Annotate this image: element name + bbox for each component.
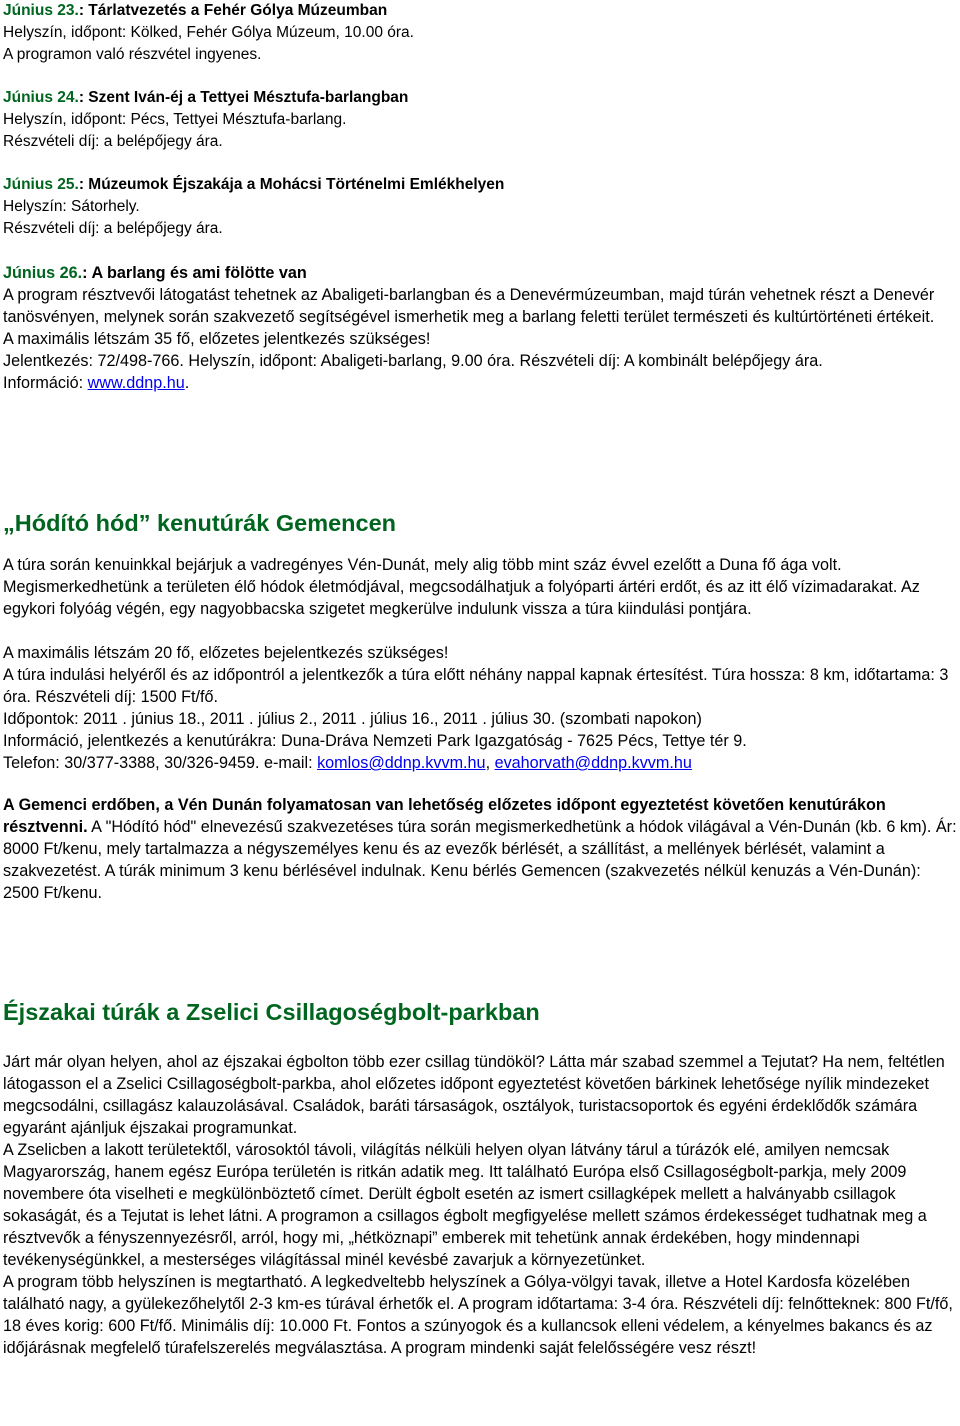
paragraph: A Zselicben a lakott területektől, városoktól távoli, világítás nélküli helyen olyan látvány tárul a túrázók elé, amilyen nemcsak Magyarország, hanem egész Európa területén is ritkán adatik meg. Itt található Európa első Csillagoségbolt-parkja, mely 2009 novembere óta viselheti e megkülönböztető címet. Derült égbolt esetén az ismert csillagképek mellett a halványabb csillagok sokaságát, és a Tejutat is lehet látni. A programon a csillagos égbolt megfigyelése mellett számos érdekességet tudhatnak meg a résztvevők a fényszennyezésről, arról, hogy mi, „hétköznapi” emberek mit tehetünk annak érdekében, hogy mindennapi tevékenységünkkel, a mesterséges világítással minél kevésbé zavarjuk a környezetünket. (3, 1141, 927, 1269)
event-date: Június 23. (3, 2, 79, 19)
event-date: Június 24. (3, 89, 79, 106)
paragraph: Járt már olyan helyen, ahol az éjszakai égbolton több ezer csillag tündököl? Látta már szabad szemmel a Tejutat? Ha nem, feltétlen látogasson el a Zselici Csillagoségbolt-parkba, ahol előzetes időpont egyeztetést követően bárkinek lehetősége nyílik mindezeket megcsodálni, csillagász kalauzolásával. Családok, baráti társaságok, osztályok, turistacsoportok és egyéni érdeklődők számára egyaránt ajánljuk éjszakai programunkat. (3, 1053, 945, 1137)
phone-label: Telefon: 30/377-3388, 30/326-9459. e-mail: (3, 754, 318, 772)
spacer (3, 774, 957, 794)
event-jun26 (3, 262, 957, 394)
event-heading (3, 262, 957, 284)
paragraph-rest: A "Hódító hód" elnevezésű szakvezetéses túra során megismerkedhetünk a hódok világával a Vén-Dunán (kb. 6 km). Ár: 8000 Ft/kenu, mely tartalmazza a négyszemélyes kenu és az evezők bérlését, a szállítást, a mellények bérlését, valamint a szakvezetést. A túrák minimum 3 kenu bérlésével indulnak. Kenu bérlés Gemencen (szakvezetés nélkül kenuzás a Vén-Dunán): 2500 Ft/kenu. (3, 818, 957, 902)
event-line: Jelentkezés: 72/498-766. Helyszín, időpont: Abaligeti-barlang, 9.00 óra. Részvételi díj: A kombinált belépőjegy ára. (3, 352, 823, 370)
event-date: Június 25. (3, 176, 79, 193)
event-jun25 (3, 174, 957, 240)
event-line: Részvételi díj: a belépőjegy ára. (3, 220, 223, 237)
event-title: : Múzeumok Éjszakája a Mohácsi Történelmi Emlékhelyen (78, 176, 505, 193)
section-hod-body (3, 554, 957, 904)
email-sep: , (485, 754, 495, 772)
contact-line (3, 752, 957, 774)
event-line: Helyszín, időpont: Kölked, Fehér Gólya Múzeum, 10.00 óra. (3, 24, 414, 41)
section-hod-heading (3, 508, 957, 538)
event-heading (3, 87, 957, 109)
paragraph: Információ, jelentkezés a kenutúrákra: Duna-Dráva Nemzeti Park Igazgatóság - 7625 Pécs, Tettye tér 9. (3, 732, 747, 750)
paragraph: A maximális létszám 20 fő, előzetes bejelentkezés szükséges! (3, 644, 449, 662)
event-line: Helyszín: Sátorhely. (3, 198, 140, 215)
section-zselic-body (3, 1051, 957, 1359)
paragraph: A program több helyszínen is megtartható. A legkedveltebb helyszínek a Gólya-völgyi tavak, illetve a Hotel Kardosfa közelében található nagy, a gyülekezőhelytől 2-3 km-es túrával érhetők el. A program időtartama: 3-4 óra. Részvételi díj: felnőtteknek: 800 Ft/fő, 18 éves korig: 600 Ft/fő. Minimális díj: 10.000 Ft. Fontos a szúnyogok és a kullancsok elleni védelem, a kényelmes bakancs és az időjárásnak megfelelő túrafelszerelés megválasztása. A program mindenki saját felelősségére vesz részt! (3, 1273, 953, 1357)
event-jun23 (3, 0, 957, 66)
info-link[interactable]: www.ddnp.hu (87, 374, 185, 392)
email-link[interactable]: komlos@ddnp.kvvm.hu (317, 754, 486, 772)
section-zselic-heading (3, 997, 957, 1027)
paragraph: A túra során kenuinkkal bejárjuk a vadregényes Vén-Dunát, mely alig több mint száz évvel ezelőtt a Duna fő ága volt. Megismerkedhetünk a területen élő hódok életmódjával, megcsodálhatjuk a folyóparti ártéri erdőt, és az itt élő vízimadarakat. Az egykori folyóág végén, egy nagyobbacska szigetet megkerülve indulunk vissza a túra kiindulási pontjára. (3, 556, 920, 618)
paragraph: Időpontok: 2011 . június 18., 2011 . július 2., 2011 . július 16., 2011 . július 30. (szombati napokon) (3, 710, 702, 728)
event-info (3, 372, 957, 394)
spacer (3, 620, 957, 642)
event-line: Helyszín, időpont: Pécs, Tettyei Mésztufa-barlang. (3, 111, 347, 128)
event-title: : Tárlatvezetés a Fehér Gólya Múzeumban (78, 2, 388, 19)
paragraph (3, 794, 957, 904)
event-heading (3, 174, 957, 196)
bold-lead: A Gemenci erdőben, a Vén Dunán folyamatosan van lehetőség előzetes időpont egyeztetést követően kenutúrákon résztvenni. (3, 796, 886, 836)
event-title: : Szent Iván-éj a Tettyei Mésztufa-barlangban (78, 89, 409, 106)
info-label: Információ: (3, 374, 88, 392)
heading-text: Hódító hód” kenutúrák Gemencen (14, 510, 397, 536)
paragraph: A túra indulási helyéről és az időpontról a jelentkezők a túra előtt néhány nappal kapnak értesítést. Túra hossza: 8 km, időtartama: 3 óra. Részvételi díj: 1500 Ft/fő. (3, 666, 949, 706)
event-line: Részvételi díj: a belépőjegy ára. (3, 133, 223, 150)
event-heading (3, 0, 957, 22)
event-line: A maximális létszám 35 fő, előzetes jelentkezés szükséges! (3, 330, 431, 348)
heading-quote: „ (3, 510, 15, 536)
section-heading (3, 508, 957, 538)
event-jun24 (3, 87, 957, 153)
event-date: Június 26. (3, 264, 83, 282)
event-line: A programon való részvétel ingyenes. (3, 46, 262, 63)
event-title: : A barlang és ami fölötte van (82, 264, 307, 282)
info-tail: . (184, 374, 190, 392)
email-link[interactable]: evahorvath@ddnp.kvvm.hu (494, 754, 692, 772)
section-heading: Éjszakai túrák a Zselici Csillagoségbolt-parkban (3, 999, 540, 1025)
event-body: A program résztvevői látogatást tehetnek az Abaligeti-barlangban és a Denevérmúzeumban, majd túrán vehetnek részt a Denevér tanösvényen, melynek során szakvezető segítségével ismerhetik meg a barlang feletti terület természeti és kultúrtörténeti értékeit. (3, 286, 935, 326)
